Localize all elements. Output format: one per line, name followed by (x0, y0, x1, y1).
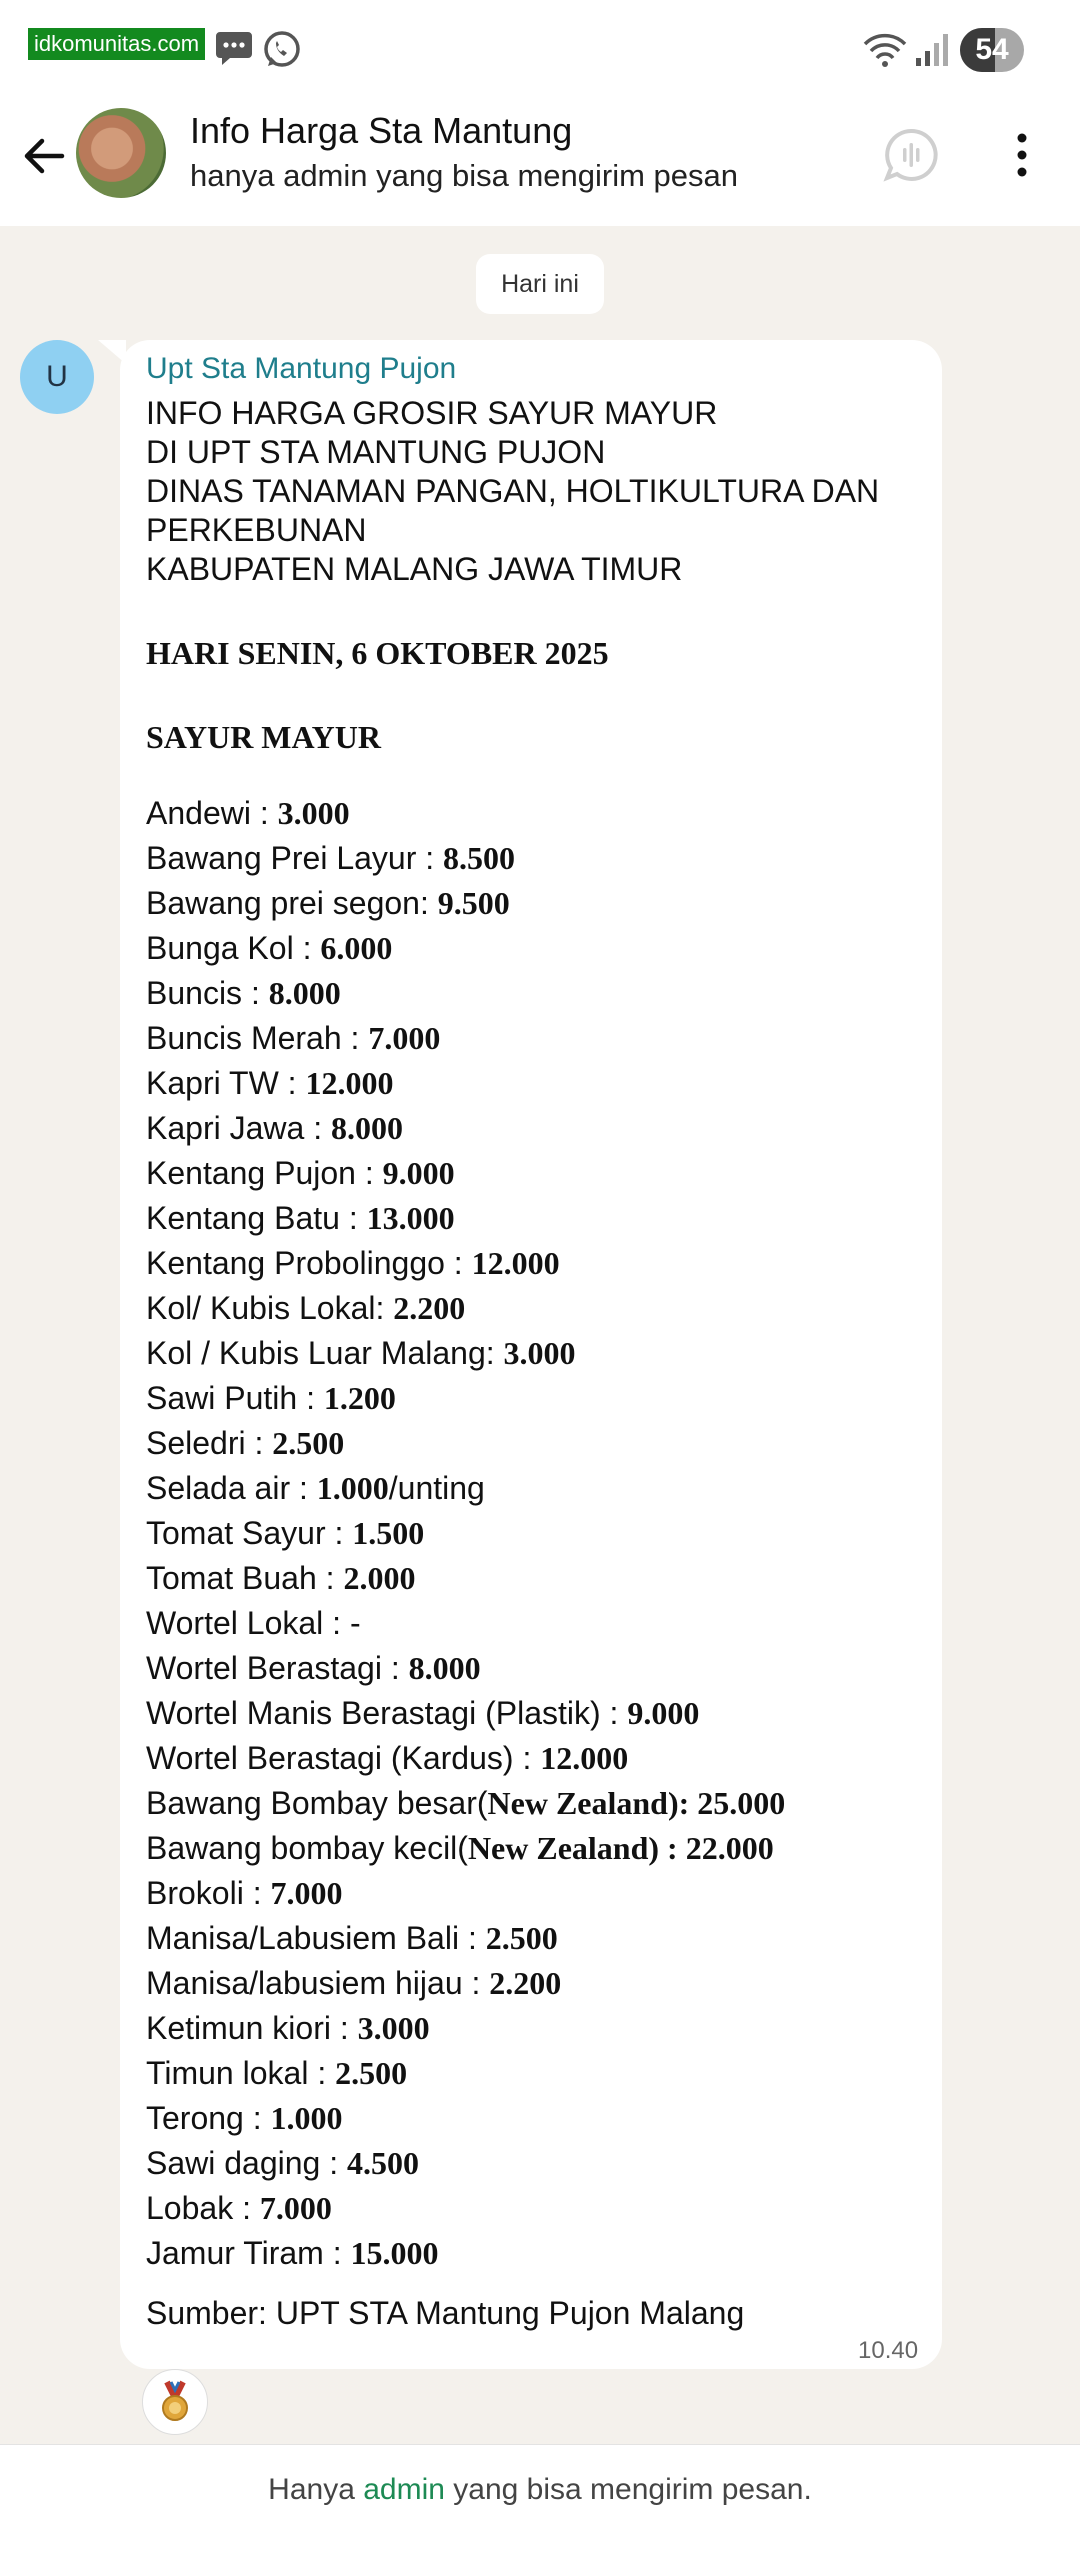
price-item-name: Kentang Pujon : (146, 1155, 383, 1191)
price-item (146, 1421, 926, 1466)
price-item-value: 12.000 (471, 1245, 560, 1281)
price-item-unit: /unting (388, 1470, 485, 1506)
price-item-value: 13.000 (366, 1200, 455, 1236)
price-item (146, 1196, 926, 1241)
price-item-name: Jamur Tiram : (146, 2235, 351, 2271)
back-arrow-icon[interactable] (18, 130, 70, 182)
price-item-value: New Zealand) : 22.000 (467, 1830, 774, 1866)
price-item (146, 881, 926, 926)
price-item (146, 1061, 926, 1106)
price-item (146, 1241, 926, 1286)
price-item-name: Bawang Prei Layur : (146, 840, 444, 876)
message-source: Sumber: UPT STA Mantung Pujon Malang (146, 2295, 745, 2331)
price-item-name: Manisa/Labusiem Bali : (146, 1920, 486, 1956)
price-item-name: Wortel Manis Berastagi (Plastik) : (146, 1695, 628, 1731)
battery-level: 54 (975, 33, 1009, 66)
price-item-name: Buncis : (146, 975, 269, 1011)
footer-admin-link[interactable]: admin (363, 2473, 445, 2506)
price-item (146, 1331, 926, 1376)
price-item (146, 1961, 926, 2006)
message-heading-line: DI UPT STA MANTUNG PUJON (146, 434, 606, 470)
price-item (146, 1601, 926, 1646)
price-item-value: 8.500 (443, 840, 516, 876)
price-item-name: Lobak : (146, 2190, 260, 2226)
wifi-icon (862, 30, 908, 70)
voice-chat-icon[interactable] (882, 126, 940, 184)
message-heading-line: PERKEBUNAN (146, 512, 367, 548)
price-item (146, 1646, 926, 1691)
price-item-name: Bawang Bombay besar( (146, 1785, 488, 1821)
price-item-name: Kol / Kubis Luar Malang: (146, 1335, 504, 1371)
price-item-name: Bunga Kol : (146, 930, 321, 966)
price-item-value: 7.000 (259, 2190, 332, 2226)
price-item (146, 1106, 926, 1151)
message-text (146, 394, 926, 2333)
price-item-name: Buncis Merah : (146, 1020, 369, 1056)
more-vert-icon[interactable] (1004, 126, 1040, 184)
date-chip: Hari ini (476, 254, 604, 314)
price-item-name: Bawang bombay kecil( (146, 1830, 468, 1866)
price-item-value: 12.000 (540, 1740, 629, 1776)
group-avatar[interactable] (76, 108, 166, 198)
price-item (146, 1691, 926, 1736)
price-item-value: 1.500 (352, 1515, 425, 1551)
price-item-name: Kapri TW : (146, 1065, 306, 1101)
footer-suffix: yang bisa mengirim pesan. (444, 2473, 812, 2506)
price-item-name: Kol/ Kubis Lokal: (146, 1290, 394, 1326)
price-item (146, 1376, 926, 1421)
price-list (146, 791, 926, 2276)
watermark: idkomunitas.com (28, 28, 205, 60)
price-item-value: 2.200 (393, 1290, 466, 1326)
message-section-title: SAYUR MAYUR (146, 719, 381, 755)
price-item (146, 1826, 926, 1871)
price-item (146, 971, 926, 1016)
price-item-value: New Zealand): 25.000 (487, 1785, 786, 1821)
price-item (146, 1466, 926, 1511)
sender-avatar[interactable]: U (20, 340, 94, 414)
price-item-value: 3.000 (277, 795, 350, 831)
price-item-value: 12.000 (305, 1065, 394, 1101)
price-item (146, 1556, 926, 1601)
price-item-value: 3.000 (357, 2010, 430, 2046)
price-item (146, 2141, 926, 2186)
price-item (146, 2231, 926, 2276)
price-item-value: 1.000 (316, 1470, 389, 1506)
chat-title[interactable]: Info Harga Sta Mantung (190, 110, 573, 151)
price-item-value: 6.000 (320, 930, 393, 966)
price-item-name: Bawang prei segon: (146, 885, 438, 921)
signal-icon (914, 30, 950, 68)
message-heading-line: INFO HARGA GROSIR SAYUR MAYUR (146, 395, 718, 431)
price-item-value: 8.000 (408, 1650, 481, 1686)
medal-icon[interactable] (142, 2369, 208, 2435)
price-item (146, 1511, 926, 1556)
price-item (146, 1151, 926, 1196)
message-heading-line: DINAS TANAMAN PANGAN, HOLTIKULTURA DAN (146, 473, 880, 509)
message-icon (214, 30, 254, 66)
price-item (146, 1736, 926, 1781)
price-item-value: 9.500 (437, 885, 510, 921)
price-item-value: 2.500 (335, 2055, 408, 2091)
price-item-name: Andewi : (146, 795, 278, 831)
battery-indicator (960, 28, 1024, 72)
price-item-name: Kapri Jawa : (146, 1110, 331, 1146)
price-item-value: 2.500 (485, 1920, 558, 1956)
price-item (146, 1016, 926, 1061)
chat-subtitle: hanya admin yang bisa mengirim pesan (190, 158, 738, 193)
admin-only-footer (0, 2444, 1080, 2572)
price-item-name: Kentang Batu : (146, 1200, 367, 1236)
price-item-value: 7.000 (270, 1875, 343, 1911)
price-item-value: 8.000 (330, 1110, 403, 1146)
message-day-line: HARI SENIN, 6 OKTOBER 2025 (146, 635, 609, 671)
price-item-name: Wortel Lokal : - (146, 1605, 361, 1641)
whatsapp-icon (262, 30, 302, 70)
price-item (146, 791, 926, 836)
price-item-name: Sawi daging : (146, 2145, 348, 2181)
message-time: 10.40 (858, 2337, 919, 2364)
price-item-value: 4.500 (347, 2145, 420, 2181)
price-item-name: Tomat Sayur : (146, 1515, 353, 1551)
price-item (146, 836, 926, 881)
price-item (146, 2006, 926, 2051)
price-item-value: 9.000 (627, 1695, 700, 1731)
price-item (146, 1916, 926, 1961)
price-item (146, 926, 926, 971)
price-item-value: 15.000 (350, 2235, 439, 2271)
price-item-name: Brokoli : (146, 1875, 271, 1911)
price-item (146, 2051, 926, 2096)
price-item-value: 1.000 (270, 2100, 343, 2136)
price-item-name: Wortel Berastagi (Kardus) : (146, 1740, 541, 1776)
price-item-value: 2.500 (272, 1425, 345, 1461)
price-item (146, 1871, 926, 1916)
price-item-value: 9.000 (382, 1155, 455, 1191)
message-heading-line: KABUPATEN MALANG JAWA TIMUR (146, 551, 683, 587)
price-item-name: Tomat Buah : (146, 1560, 344, 1596)
price-item-name: Wortel Berastagi : (146, 1650, 409, 1686)
price-item-name: Selada air : (146, 1470, 317, 1506)
chat-header (0, 100, 1080, 226)
price-item (146, 2096, 926, 2141)
price-item-name: Timun lokal : (146, 2055, 336, 2091)
price-item-name: Ketimun kiori : (146, 2010, 358, 2046)
price-item-value: 3.000 (503, 1335, 576, 1371)
message-heading (146, 394, 926, 589)
price-item-name: Manisa/labusiem hijau : (146, 1965, 490, 2001)
footer-prefix: Hanya (268, 2473, 364, 2506)
status-bar (0, 0, 1080, 100)
price-item-value: 8.000 (268, 975, 341, 1011)
price-item-value: 2.200 (489, 1965, 562, 2001)
price-item (146, 1286, 926, 1331)
price-item-name: Seledri : (146, 1425, 273, 1461)
price-item-value: 7.000 (368, 1020, 441, 1056)
price-item-name: Kentang Probolinggo : (146, 1245, 472, 1281)
price-item (146, 2186, 926, 2231)
price-item-value: 1.200 (323, 1380, 396, 1416)
price-item-value: 2.000 (343, 1560, 416, 1596)
price-item-name: Terong : (146, 2100, 271, 2136)
price-item-name: Sawi Putih : (146, 1380, 324, 1416)
price-item (146, 1781, 926, 1826)
sender-name[interactable]: Upt Sta Mantung Pujon (146, 352, 457, 385)
